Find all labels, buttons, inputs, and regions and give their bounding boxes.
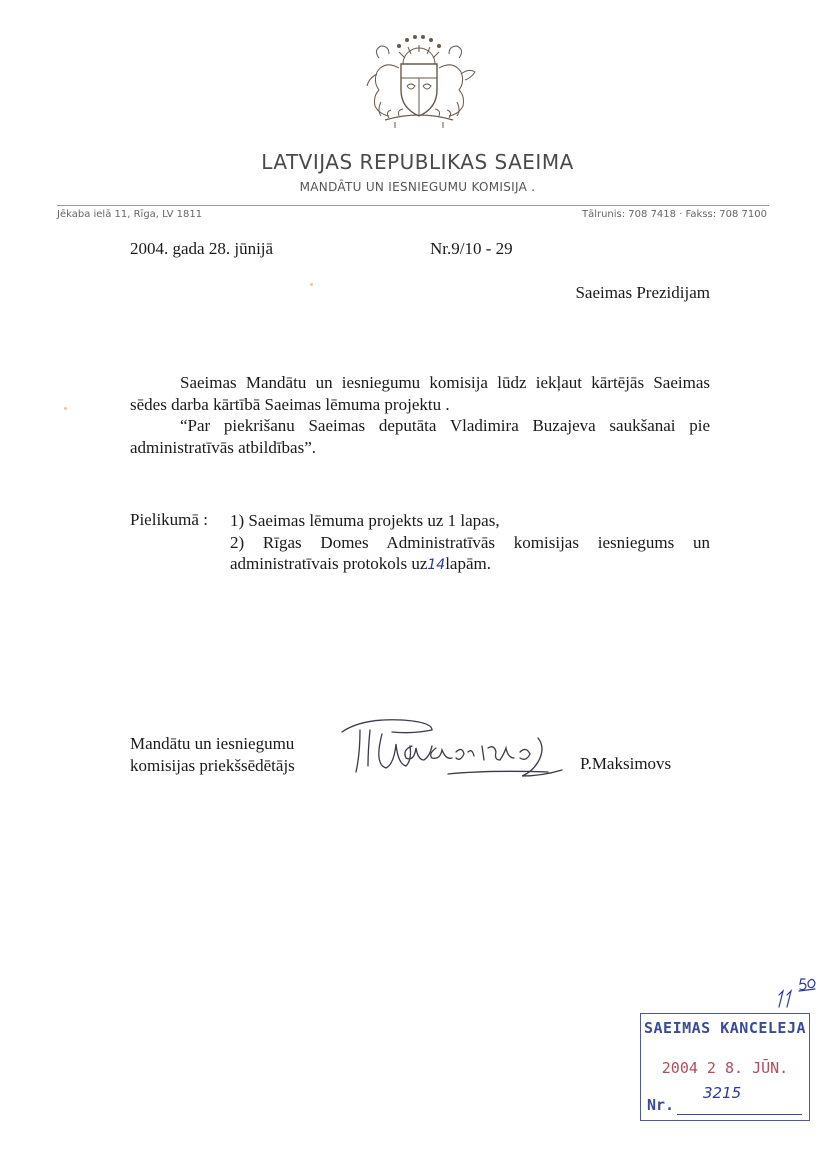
- phone-fax: Tālrunis: 708 7418 · Fakss: 708 7100: [581, 209, 767, 220]
- attachment-item-2-end: lapām.: [445, 554, 491, 573]
- paper-speck: [64, 407, 67, 410]
- letter-date: 2004. gada 28. jūnijā: [130, 239, 274, 258]
- attachments-label: Pielikumā :: [130, 510, 208, 529]
- body-paragraph-title: “Par piekrišanu Saeimas deputāta Vladimira Buzajeva saukšanai pie administratīvās atbildības”.: [130, 416, 710, 457]
- stamp-title: SAEIMAS KANCELEJA: [643, 1019, 807, 1037]
- letter-body: [130, 372, 710, 458]
- stamp-number-label: Nr.: [647, 1096, 675, 1114]
- address: Jēkaba ielā 11, Rīga, LV 1811: [57, 209, 203, 220]
- handwritten-page-mark: [775, 975, 825, 1011]
- signatory-title-line-2: komisijas priekšsēdētājs: [130, 755, 295, 775]
- signatory-title: [130, 733, 295, 776]
- stamp-number-value: 3215: [703, 1084, 742, 1102]
- attachment-item-2-text: administratīvais protokols uz: [230, 554, 428, 573]
- handwritten-signature: [338, 712, 578, 784]
- signatory-title-line-1: Mandātu un iesniegumu: [130, 734, 295, 753]
- attachment-item-1: 1) Saeimas lēmuma projekts uz 1 lapas,: [230, 511, 500, 530]
- handwritten-page-count: 14: [427, 557, 446, 573]
- letter-number: Nr.9/10 - 29: [430, 239, 513, 258]
- commission-subtitle: MANDĀTU UN IESNIEGUMU KOMISIJA .: [299, 180, 536, 194]
- coat-of-arms-icon: [355, 28, 483, 128]
- attachments-list: [230, 510, 710, 577]
- letterhead-divider: [57, 205, 769, 206]
- registry-stamp: [640, 1013, 810, 1121]
- recipient: Saeimas Prezidijam: [575, 283, 710, 302]
- attachment-item-2: 2) Rīgas Domes Administratīvās komisijas iesniegums un: [230, 532, 710, 552]
- attachment-item-2-cont: [230, 553, 710, 577]
- organization-title: LATVIJAS REPUBLIKAS SAEIMA: [261, 150, 574, 174]
- paper-speck: [310, 283, 313, 286]
- stamp-number-line: [677, 1114, 802, 1115]
- signatory-name: P.Maksimovs: [580, 754, 672, 773]
- body-paragraph-request: Saeimas Mandātu un iesniegumu komisija lūdz iekļaut kārtējās Saeimas sēdes darba kārtībā Saeimas lēmuma projektu .: [130, 373, 710, 414]
- stamp-date: 2004 2 8. JŪN.: [661, 1059, 789, 1077]
